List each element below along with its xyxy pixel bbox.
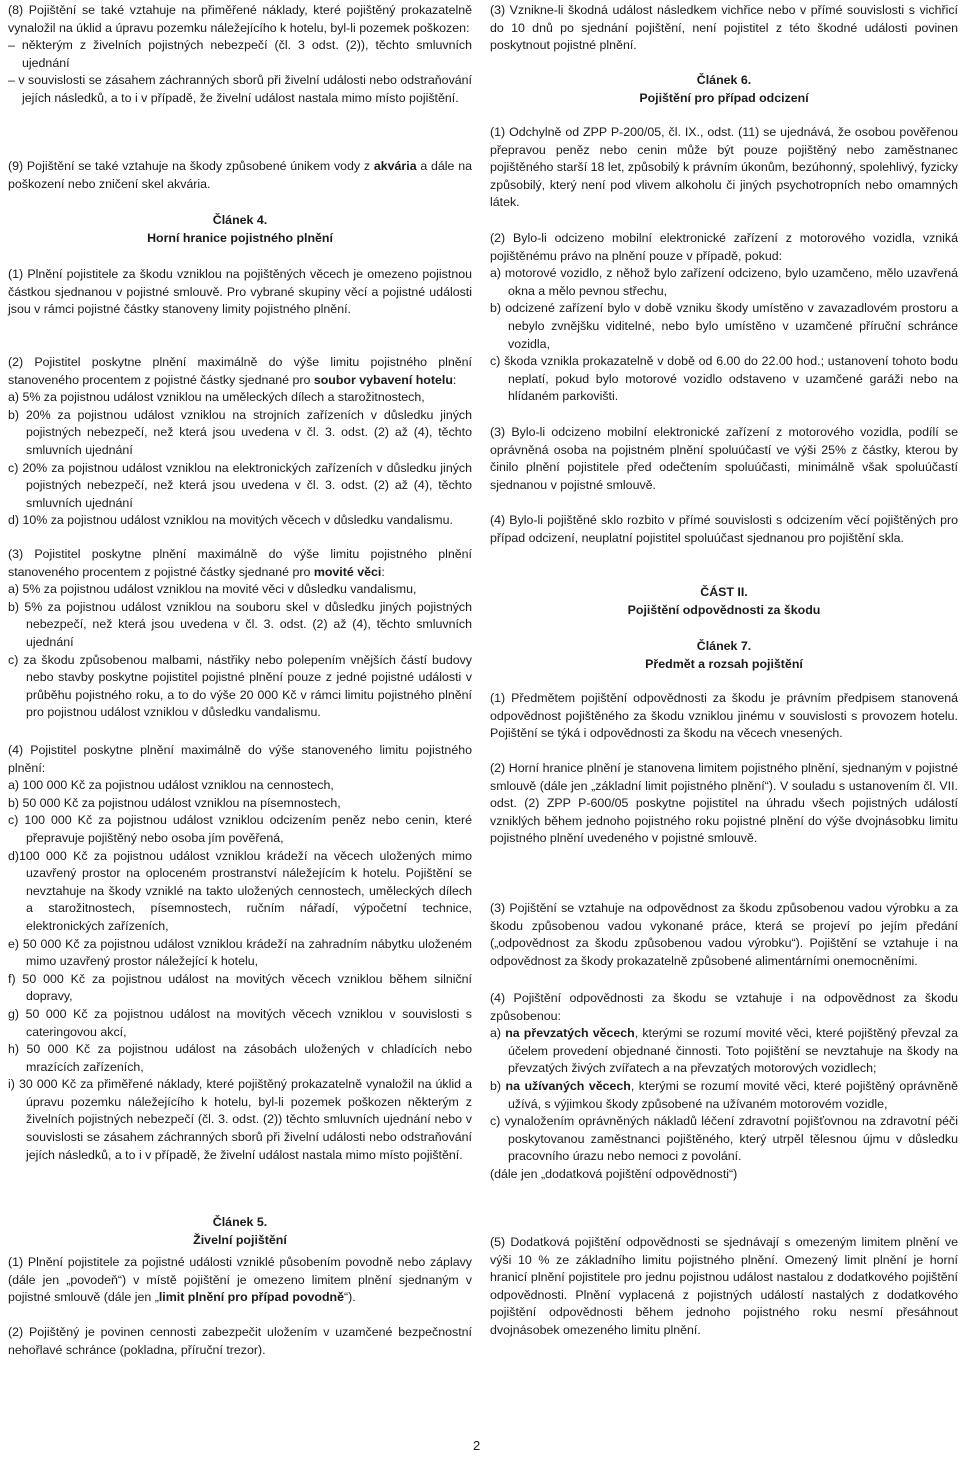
- list-item: c) za škodu způsobenou malbami, nástřiky nebo polepením vnějších částí budovy nebo stavby poskytne pojistitel pojistné plnění pouze z jedné pojistné události v průběhu pojistného roku, a to do výše 20 000 Kč v rámci limitu pojistného plnění pro pojistnou událost vzniklou v důsledku vandalismu.: [8, 652, 472, 720]
- article7-paragraph-4: (4) Pojištění odpovědnosti za škodu se vztahuje i na odpovědnost za škodu způsobenou: a) na převzatých věcech, kterými se rozumí movité věci, které pojištěný převzal za účelem provedení objednané činnosti. Toto pojištění se nevztahuje na škody na převzatých živých zvířatech a na převzatých motorových vozidlech; b) na užívaných věcech, kterými se rozumí movité věci, které pojištěný oprávněně užívá, s výjimkou škody způsobené na užívaném motorovém vozidle, c) vynaložením oprávněných nákladů léčení zdravotní pojišťovnou na zdravotní péči poskytovanou zaměstnanci pojištěného, který utrpěl tělesnou újmu v důsledku pracovního úrazu nebo nemoci z povolání. (dále jen „dodatková pojištění odpovědnosti“): [490, 990, 958, 1184]
- article-number: Článek 5.: [212, 1215, 268, 1229]
- list-item: b) 50 000 Kč za pojistnou událost vzniklou na písemnostech,: [8, 795, 341, 810]
- article6-paragraph-4: (4) Bylo-li pojištěné sklo rozbito v přímé souvislosti s odcizením věcí pojištěných pro případ odcizení, neuplatní pojistitel spoluúčast sjednanou pro pojištění skla.: [490, 513, 958, 545]
- list-item: a) 5% za pojistnou událost vzniklou na movité věci v důsledku vandalismu,: [8, 582, 417, 597]
- article-title: Horní hranice pojistného plnění: [147, 230, 333, 245]
- article6-paragraph-2: (2) Bylo-li odcizeno mobilní elektronické zařízení z motorového vozidla, vzniká pojištěnému právo na plnění pouze v případě, pokud: a) motorové vozidlo, z něhož bylo zařízení odcizeno, bylo uzamčeno, mělo uzavřená okna a mělo pevnou střechu, b) odcizené zařízení bylo v době vzniku škody umístěno v zavazadlovém prostoru a nebylo zvnějšku viditelné, nebo bylo umístěno v uzamčené příruční schránce vozidla, c) škoda vznikla prokazatelně v době od 6.00 do 22.00 hod.; ustanovení tohoto bodu neplatí, pokud bylo motorové vozidlo odstaveno v uzamčené garáži nebo na hlídaném parkovišti.: [490, 230, 958, 406]
- article6-heading: [490, 72, 958, 107]
- article5-paragraph-1: (1) Plnění pojistitele za pojistné události vzniklé působením povodně nebo záplavy (dále jen „povodeň“) v místě pojištění je omezeno limitem plnění sjednaným v pojistné smlouvě (dále jen „limit plnění pro případ povodně“).: [8, 1255, 472, 1305]
- article7-paragraph-5: (5) Dodatková pojištění odpovědnosti se sjednávají s omezeným limitem plnění ve výši 10 % ze základního limitu pojistného plnění. Omezený limit plnění je horní hranicí plnění pojistitele pro jednu pojistnou událost nastalou z dodatkového pojištění odpovědnosti. Plnění vyplacená z pojistných událostí nastalých z dodatkového pojištění odpovědnosti během jednoho pojistného roku nesmí přesáhnout dvojnásobek omezeného limitu plnění.: [490, 1235, 958, 1337]
- list-item: i) 30 000 Kč za přiměřené náklady, které pojištěný prokazatelně vynaložil na úklid a úpravu pozemku náležejícího k hotelu, byl-li pozemek poškozen některým z živelních pojistných nebezpečí (čl. 3. odst. (2)) těchto smluvních ujednání nebo v souvislosti se zásahem záchranných sborů při živelní události nebo odstraňování jejích následků, a to i v případě, že živelní událost nastala mimo místo pojištění.: [8, 1077, 472, 1162]
- list-item: c) 20% za pojistnou událost vzniklou na elektronických zařízeních v důsledku jiných pojistných nebezpečí, než která jsou uvedena v čl. 3. odst. (2) až (4), těchto smluvních ujednání: [8, 460, 472, 510]
- list-item: h) 50 000 Kč za pojistnou událost na zásobách uložených v chladících nebo mrazících zařízeních,: [8, 1042, 472, 1074]
- list-item: f) 50 000 Kč za pojistnou událost na movitých věcech vzniklou během silniční dopravy,: [8, 971, 472, 1004]
- article4-paragraph-3: (3) Pojistitel poskytne plnění maximálně do výše limitu pojistného plnění stanoveného procentem z pojistné částky sjednané pro movité věci: a) 5% za pojistnou událost vzniklou na movité věci v důsledku vandalismu, b) 5% za pojistnou událost vzniklou na souboru skel v důsledku jiných pojistných nebezpečí, než která jsou uvedena v čl. 3. odst. (2) až (4), těchto smluvních ujednání c) za škodu způsobenou malbami, nástřiky nebo polepením vnějších částí budovy nebo stavby poskytne pojistitel pojistné plnění pouze z jedné pojistné události v průběhu pojistného roku, a to do výše 20 000 Kč v rámci limitu pojistného plnění pro pojistnou událost vzniklou v důsledku vandalismu.: [8, 546, 472, 722]
- article6-paragraph-3: (3) Bylo-li odcizeno mobilní elektronické zařízení z motorového vozidla, podílí se oprávněná osoba na pojistném plnění spoluúčastí ve výši 25% z částky, kterou by činilo plnění pojistitele před odečtením spoluúčasti, minimálně však spoluúčastí sjednanou v pojistné smlouvě.: [490, 425, 958, 492]
- list-item: c) škoda vznikla prokazatelně v době od 6.00 do 22.00 hod.; ustanovení tohoto bodu neplatí, pokud bylo motorové vozidlo odstaveno v uzamčené garáži nebo na hlídaném parkovišti.: [490, 354, 958, 404]
- list-item: a) 5% za pojistnou událost vzniklou na uměleckých dílech a starožitnostech,: [8, 390, 425, 405]
- list-item: d) 10% za pojistnou událost vzniklou na movitých věcech v důsledku vandalismu.: [8, 513, 453, 528]
- article5-heading: [8, 1214, 472, 1249]
- list-item: e) 50 000 Kč za pojistnou událost vzniklou krádeží na zahradním nábytku uloženém mimo uzavřený prostor náležející k hotelu,: [8, 936, 472, 969]
- list-item: d)100 000 Kč za pojistnou událost vzniklou krádeží na věcech uložených mimo uzavřený prostor na oploceném prostranství náležejícím k hotelu. Pojištění se nevztahuje na škody vzniklé na takto uložených cennostech, uměleckých dílech a starožitnostech, písemnostech, ručním nářadí, výpočetní technice, elektronických zařízeních,: [8, 848, 472, 933]
- article-number: Článek 7.: [696, 639, 752, 653]
- list-item: b) na užívaných věcech, kterými se rozumí movité věci, které pojištěný oprávněně užívá, s výjimkou škody způsobené na užívaném motorovém vozidle,: [490, 1078, 958, 1111]
- article5-paragraph-2: (2) Pojištěný je povinen cennosti zabezpečit uložením v uzamčené bezpečnostní nehořlavé schránce (pokladna, příruční trezor).: [8, 1325, 472, 1357]
- article7-heading: [490, 638, 958, 673]
- list-item: a) na převzatých věcech, kterými se rozumí movité věci, které pojištěný převzal za účelem provedení objednané činnosti. Toto pojištění se nevztahuje na škody na převzatých živých zvířatech a na převzatých motorových vozidlech;: [490, 1026, 958, 1076]
- part-number: ČÁST II.: [700, 585, 748, 599]
- article-title: Pojištění pro případ odcizení: [639, 90, 809, 105]
- list-item: – v souvislosti se zásahem záchranných sborů při živelní události nebo odstraňování jejích následků, a to i v případě, že živelní událost nastala mimo místo pojištění.: [8, 73, 472, 105]
- list-item: c) vynaložením oprávněných nákladů léčení zdravotní pojišťovnou na zdravotní péči poskytovanou zaměstnanci pojištěného, který utrpěl tělesnou újmu v důsledku pracovního úrazu nebo nemoci z povolání.: [490, 1114, 958, 1164]
- article-title: Živelní pojištění: [193, 1232, 287, 1247]
- part-title: Pojištění odpovědnosti za škodu: [627, 602, 821, 617]
- article7-paragraph-3: (3) Pojištění se vztahuje na odpovědnost za škodu způsobenou vadou výrobku a za škodu způsobenou vadou vykonané práce, která se projeví po jejím předání („odpovědnost za škodu způsobenou vadou výrobku“). Pojištění se vztahuje i na odpovědnost za škody prokazatelně způsobené alimentárními onemocněními.: [490, 901, 958, 968]
- list-item: a) motorové vozidlo, z něhož bylo zařízení odcizeno, bylo uzamčeno, mělo uzavřená okna a mělo pevnou střechu,: [490, 266, 958, 298]
- article4-paragraph-2: (2) Pojistitel poskytne plnění maximálně do výše limitu pojistného plnění stanoveného procentem z pojistné částky sjednané pro soubor vybavení hotelu: a) 5% za pojistnou událost vzniklou na uměleckých dílech a starožitnostech, b) 20% za pojistnou událost vzniklou na strojních zařízeních v důsledku jiných pojistných nebezpečí, než která jsou uvedena v čl. 3. odst. (2) až (4), těchto smluvních ujednání c) 20% za pojistnou událost vzniklou na elektronických zařízeních v důsledku jiných pojistných nebezpečí, než která jsou uvedena v čl. 3. odst. (2) až (4), těchto smluvních ujednání d) 10% za pojistnou událost vzniklou na movitých věcech v důsledku vandalismu.: [8, 354, 472, 530]
- article7-paragraph-1: (1) Předmětem pojištění odpovědnosti za škodu je právním předpisem stanovená odpovědnost pojištěného za škodu vzniklou jinému v souvislosti s provozem hotelu. Pojištění se týká i odpovědnosti za škodu na věcech vnesených.: [490, 691, 958, 741]
- page-number: 2: [473, 1438, 481, 1453]
- list-item: – některým z živelních pojistných nebezpečí (čl. 3 odst. (2)), těchto smluvních ujednání: [8, 38, 472, 70]
- article3-paragraph-9: (9) Pojištění se také vztahuje na škody způsobené únikem vody z akvária a dále na poškození nebo zničení skel akvária.: [8, 159, 472, 191]
- para-text: (8) Pojištění se také vztahuje na přiměřené náklady, které pojištěný prokazatelně vynaložil na úklid a úpravu pozemku náležejícího k hotelu, byl-li pozemek poškozen:: [8, 3, 472, 35]
- part2-heading: [490, 584, 958, 619]
- definition-note: (dále jen „dodatková pojištění odpovědnosti“): [490, 1166, 738, 1181]
- article-number: Článek 4.: [212, 213, 268, 227]
- article4-paragraph-4: (4) Pojistitel poskytne plnění maximálně do výše stanoveného limitu pojistného plnění: a) 100 000 Kč za pojistnou událost vzniklou na cennostech, b) 50 000 Kč za pojistnou událost vzniklou na písemnostech, c) 100 000 Kč za pojistnou událost vzniklou odcizením peněz nebo cenin, které přepravuje pojištěný nebo osoba jím pověřená, d)100 000 Kč za pojistnou událost vzniklou krádeží na věcech uložených mimo uzavřený prostor na oploceném prostranství náležejícím k hotelu. Pojištění se nevztahuje na škody vzniklé na takto uložených cennostech, uměleckých dílech a starožitnostech, písemnostech, ručním nářadí, výpočetní technice, elektronických zařízeních, e) 50 000 Kč za pojistnou událost vzniklou krádeží na zahradním nábytku uloženém mimo uzavřený prostor náležející k hotelu, f) 50 000 Kč za pojistnou událost na movitých věcech vzniklou během silniční dopravy, g) 50 000 Kč za pojistnou událost na movitých věcech vzniklou v souvislosti s cateringovou akcí, h) 50 000 Kč za pojistnou událost na zásobách uložených v chladících nebo mrazících zařízeních, i) 30 000 Kč za přiměřené náklady, které pojištěný prokazatelně vynaložil na úklid a úpravu pozemku náležejícího k hotelu, byl-li pozemek poškozen některým z živelních pojistných nebezpečí (čl. 3. odst. (2)) těchto smluvních ujednání nebo v souvislosti se zásahem záchranných sborů při živelní události nebo odstraňování jejích následků, a to i v případě, že živelní událost nastala mimo místo pojištění.: [8, 742, 472, 1164]
- list-item: b) odcizené zařízení bylo v době vzniku škody umístěno v zavazadlovém prostoru a nebylo zvnějšku viditelné, nebo bylo umístěno v uzamčené příruční schránce vozidla,: [490, 301, 958, 351]
- article7-paragraph-2: (2) Horní hranice plnění je stanovena limitem pojistného plnění, sjednaným v pojistné smlouvě (dále jen „základní limit pojistného plnění“). V souladu s ustanovením čl. VII. odst. (2) ZPP P-600/05 poskytne pojistitel na úhradu všech pojistných událostí vzniklých během jednoho pojistného roku pojistné plnění do výše dvojnásobku limitu pojistného plnění uvedeného v pojistné smlouvě.: [490, 761, 958, 846]
- article-title: Předmět a rozsah pojištění: [645, 656, 803, 671]
- list-item: a) 100 000 Kč za pojistnou událost vzniklou na cennostech,: [8, 778, 334, 793]
- article-number: Článek 6.: [696, 73, 752, 87]
- list-item: c) 100 000 Kč za pojistnou událost vzniklou odcizením peněz nebo cenin, které přepravuje pojištěný nebo osoba jím pověřená,: [8, 813, 472, 845]
- list-item: g) 50 000 Kč za pojistnou událost na movitých věcech vzniklou v souvislosti s cateringovou akcí,: [8, 1006, 472, 1039]
- list-item: b) 20% za pojistnou událost vzniklou na strojních zařízeních v důsledku jiných pojistných nebezpečí, než která jsou uvedena v čl. 3. odst. (2) až (4), těchto smluvních ujednání: [8, 407, 472, 457]
- article4-heading: [8, 212, 472, 247]
- list-item: b) 5% za pojistnou událost vzniklou na souboru skel v důsledku jiných pojistných nebezpečí, než která jsou uvedena v čl. 3. odst. (2) až (4), těchto smluvních ujednání: [8, 599, 472, 649]
- article4-paragraph-1: (1) Plnění pojistitele za škodu vzniklou na pojištěných věcech je omezeno pojistnou částkou sjednanou v pojistné smlouvě. Pro vybrané skupiny věcí a pojistné události jsou v rámci pojistné částky stanoveny limity pojistného plnění.: [8, 267, 472, 317]
- article6-paragraph-1: (1) Odchylně od ZPP P-200/05, čl. IX., odst. (11) se ujednává, že osobou pověřenou přepravou peněz nebo cenin může být pouze pojištěný nebo zaměstnanec pojištěného starší 18 let, způsobilý k právním úkonům, bezúhonný, spolehlivý, fyzicky způsobilý, který není pod vlivem alkoholu či jiných psychotropních nebo omamných látek.: [490, 125, 958, 210]
- article3-paragraph-8: [8, 2, 472, 108]
- article5-paragraph-3: (3) Vznikne-li škodná událost následkem vichřice nebo v přímé souvislosti s vichřicí do 10 dnů po sjednání pojištění, není pojistitel z této škodné události povinen poskytnout pojistné plnění.: [490, 3, 958, 53]
